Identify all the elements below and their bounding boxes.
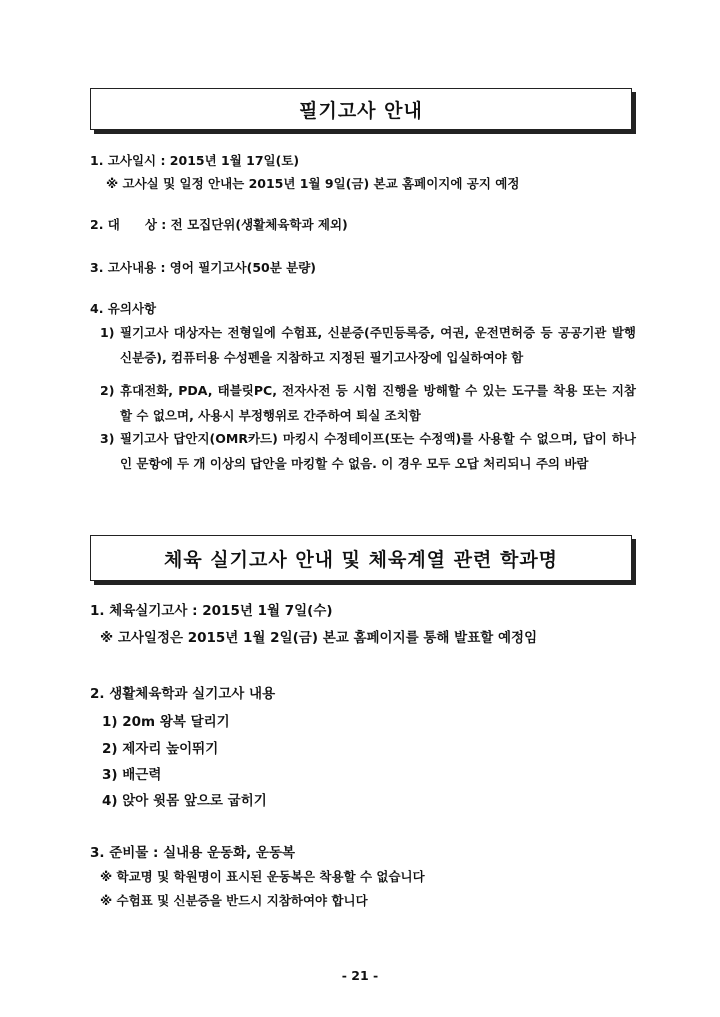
event-item: 2) 제자리 높이뛰기: [102, 741, 219, 757]
note-text: 필기고사 대상자는 전형일에 수험표, 신분증(주민등록증, 여권, 운전면허증 등 공공기관 발행 신분증), 컴퓨터용 수성펜을 지참하고 지정된 필기고사장에 입실하여야 함: [120, 325, 636, 365]
section2-title-box: [90, 535, 632, 581]
section2-item3: 3. 준비물 : 실내용 운동화, 운동복: [90, 845, 296, 861]
section1-item1: 1. 고사일시 : 2015년 1월 17일(토): [90, 153, 300, 168]
note-number: 3): [100, 431, 115, 446]
note-number: 1): [100, 325, 115, 340]
section2-item3-note: ※ 수험표 및 신분증을 반드시 지참하여야 합니다: [100, 893, 368, 908]
note-text: 필기고사 답안지(OMR카드) 마킹시 수정테이프(또는 수정액)를 사용할 수 없으며, 답이 하나인 문항에 두 개 이상의 답안을 마킹할 수 없음. 이 경우 모두 오답 처리되니 주의 바람: [120, 431, 636, 471]
section2-item1-note: ※ 고사일정은 2015년 1월 2일(금) 본교 홈페이지를 통해 발표할 예정임: [100, 630, 538, 646]
section1-item3: 3. 고사내용 : 영어 필기고사(50분 분량): [90, 260, 317, 275]
event-item: 1) 20m 왕복 달리기: [102, 714, 230, 730]
section1-item4: 4. 유의사항: [90, 301, 157, 316]
event-item: 4) 앉아 윗몸 앞으로 굽히기: [102, 793, 267, 809]
section2-item3-note: ※ 학교명 및 학원명이 표시된 운동복은 착용할 수 없습니다: [100, 869, 425, 884]
event-item: 3) 배근력: [102, 767, 162, 783]
page-number: - 21 -: [341, 968, 379, 983]
section2-item2: 2. 생활체육학과 실기고사 내용: [90, 686, 276, 702]
section2-title: 체육 실기고사 안내 및 체육계열 관련 학과명: [163, 548, 559, 571]
section2-item1: 1. 체육실기고사 : 2015년 1월 7일(수): [90, 603, 333, 619]
note-text: 휴대전화, PDA, 태블릿PC, 전자사전 등 시험 진행을 방해할 수 있는 도구를 착용 또는 지참 할 수 없으며, 사용시 부정행위로 간주하여 퇴실 조치함: [120, 383, 636, 423]
section1-title-box: [90, 88, 632, 130]
section1-item2: 2. 대 상 : 전 모집단위(생활체육학과 제외): [90, 217, 348, 232]
section1-title: 필기고사 안내: [299, 99, 423, 122]
note-number: 2): [100, 383, 115, 398]
section1-item1-note: ※ 고사실 및 일정 안내는 2015년 1월 9일(금) 본교 홈페이지에 공지 예정: [106, 176, 520, 191]
